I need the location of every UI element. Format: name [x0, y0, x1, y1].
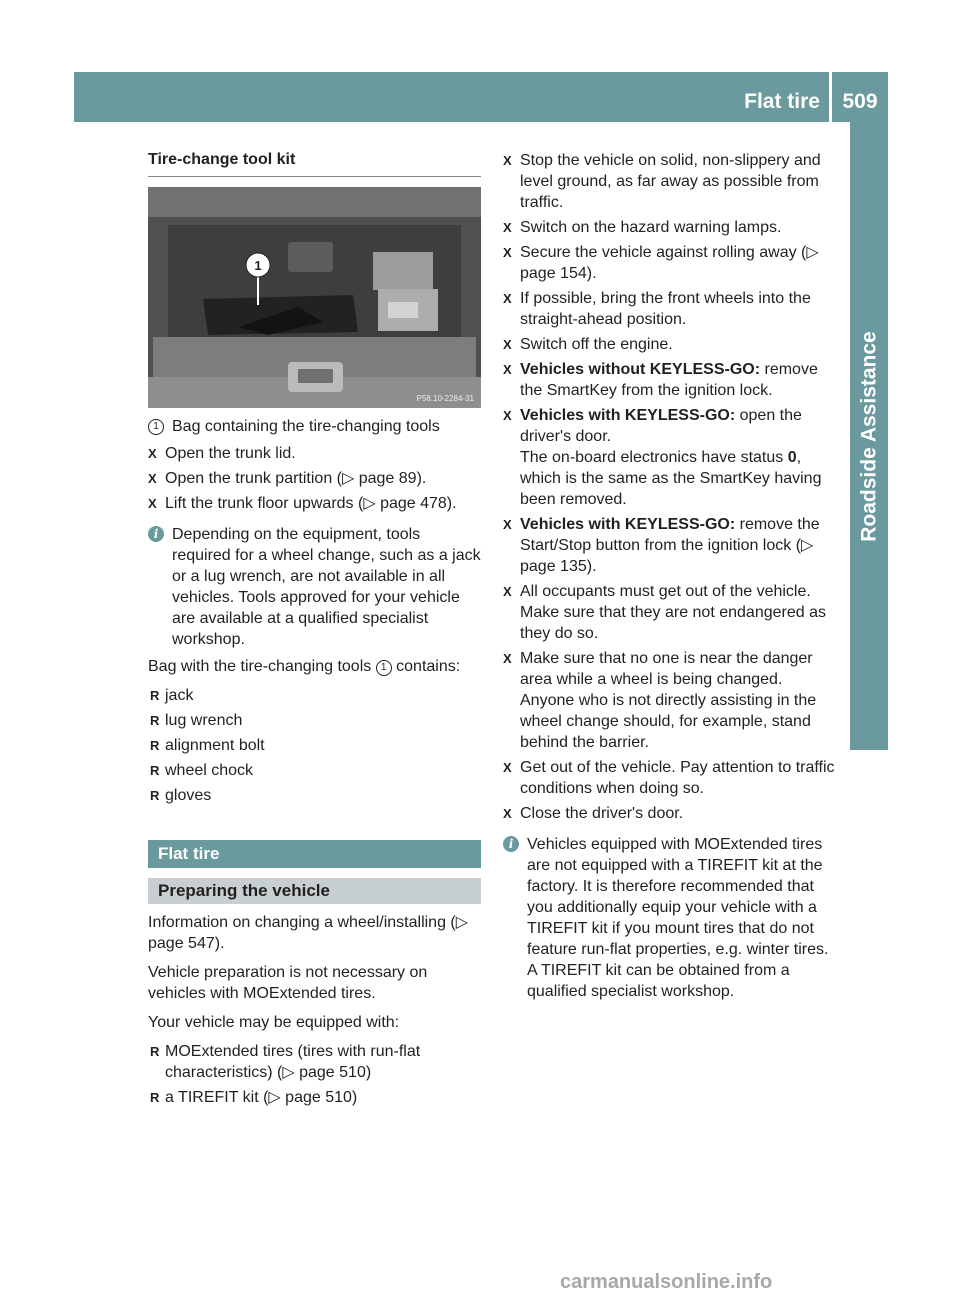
step-item: X If possible, bring the front wheels into the straight-ahead position. — [503, 290, 811, 328]
step-x-icon: X — [503, 760, 512, 775]
preparing-vehicle-heading: Preparing the vehicle — [148, 878, 481, 904]
status-note: The on-board electronics have status 0, which is the same as the SmartKey having been removed. — [520, 449, 822, 508]
step-item: X Switch on the hazard warning lamps. — [503, 219, 782, 236]
step-x-icon: X — [503, 362, 512, 377]
step-x-icon: X — [503, 408, 512, 423]
footer-watermark: carmanualsonline.info — [560, 1271, 773, 1293]
right-column — [503, 150, 836, 1008]
step-x-icon: X — [148, 471, 157, 486]
step-item: X Make sure that no one is near the danger area while a wheel is being changed. Anyone who is not directly assisting in the wheel change should, for example, stand behind the barrier. — [503, 650, 817, 751]
step-x-icon: X — [148, 496, 157, 511]
caption-number: 1 — [148, 419, 164, 435]
step-x-icon: X — [503, 337, 512, 352]
prep-paragraph-1: Information on changing a wheel/installing (▷ page 547). — [148, 914, 469, 952]
trunk-illustration — [148, 187, 481, 408]
bullet-icon: R — [150, 788, 160, 803]
step-x-icon: X — [503, 291, 512, 306]
bullet-icon: R — [150, 688, 160, 703]
step-x-icon: X — [503, 806, 512, 821]
info-note: i Depending on the equipment, tools required for a wheel change, such as a jack or a lug wrench, are not available in all vehicles. Tools approved for your vehicle are available at a qualified specialist workshop. — [148, 524, 481, 650]
step-x-icon: X — [503, 153, 512, 168]
step-item: X Switch off the engine. — [503, 336, 673, 353]
step-item: X Vehicles with KEYLESS-GO: remove the Start/Stop button from the ignition lock (▷ page 135). — [503, 516, 820, 575]
step-x-icon: X — [503, 220, 512, 235]
equip-item: R a TIREFIT kit (▷ page 510) — [150, 1089, 358, 1106]
bag-contents-intro: Bag with the tire-changing tools 1 contains: — [148, 658, 461, 675]
info-icon: i — [148, 526, 164, 542]
step-item: X Get out of the vehicle. Pay attention to traffic conditions when doing so. — [503, 759, 835, 797]
step-item: X Open the trunk lid. — [148, 445, 296, 462]
step-item: X Secure the vehicle against rolling away (▷ page 154). — [503, 244, 819, 282]
info-note: i Vehicles equipped with MOExtended tires are not equipped with a TIREFIT kit at the factory. It is therefore recommended that you additionally equip your vehicle with a TIREFIT kit if you mount tires that do not feature run-flat properties, e.g. winter tires. A TIREFIT kit can be obtained from a qualified specialist workshop. — [503, 834, 836, 1002]
info-icon: i — [503, 836, 519, 852]
side-tab-bar — [850, 122, 888, 750]
page-header — [74, 72, 888, 122]
bullet-icon: R — [150, 763, 160, 778]
side-tab-label: Roadside Assistance — [857, 330, 881, 542]
equip-item: R MOExtended tires (tires with run-flat characteristics) (▷ page 510) — [150, 1043, 421, 1081]
header-title: Flat tire — [744, 90, 820, 113]
flat-tire-heading: Flat tire — [148, 840, 481, 868]
photo-callout-label: 1 — [254, 258, 262, 273]
step-x-icon: X — [503, 245, 512, 260]
bag-item: R alignment bolt — [150, 737, 265, 754]
left-column — [148, 150, 481, 1112]
tool-kit-heading: Tire-change tool kit — [148, 150, 481, 177]
side-tab-marker — [850, 715, 888, 750]
prep-paragraph-3: Your vehicle may be equipped with: — [148, 1014, 400, 1031]
step-item: X Open the trunk partition (▷ page 89). — [148, 470, 427, 487]
trunk-photo — [148, 187, 481, 408]
bullet-icon: R — [150, 738, 160, 753]
header-divider — [829, 72, 832, 122]
photo-caption — [148, 416, 481, 437]
page-number: 509 — [842, 90, 878, 113]
photo-code: P58.10-2284-31 — [416, 394, 474, 403]
step-x-icon: X — [148, 446, 157, 461]
step-item: X Close the driver's door. — [503, 805, 684, 822]
step-item: X Lift the trunk floor upwards (▷ page 478). — [148, 495, 457, 512]
step-x-icon: X — [503, 517, 512, 532]
bag-item: R wheel chock — [150, 762, 254, 779]
step-x-icon: X — [503, 651, 512, 666]
step-item: X Vehicles with KEYLESS-GO: open the driver's door. The on-board electronics have status 0, which is the same as the SmartKey having been removed. — [503, 407, 822, 508]
inline-callout-number: 1 — [376, 660, 392, 676]
bullet-icon: R — [150, 713, 160, 728]
step-item: X Stop the vehicle on solid, non-slippery and level ground, as far away as possible from traffic. — [503, 152, 821, 211]
bag-item: R gloves — [150, 787, 212, 804]
caption-text: Bag containing the tire-changing tools — [172, 418, 440, 435]
bag-item: R lug wrench — [150, 712, 243, 729]
bag-item: R jack — [150, 687, 194, 704]
prep-paragraph-2: Vehicle preparation is not necessary on vehicles with MOExtended tires. — [148, 964, 428, 1002]
bullet-icon: R — [150, 1044, 160, 1059]
step-item: X Vehicles without KEYLESS-GO: remove the SmartKey from the ignition lock. — [503, 361, 818, 399]
bullet-icon: R — [150, 1090, 160, 1105]
step-item: X All occupants must get out of the vehicle. Make sure that they are not endangered as they do so. — [503, 583, 826, 642]
step-x-icon: X — [503, 584, 512, 599]
